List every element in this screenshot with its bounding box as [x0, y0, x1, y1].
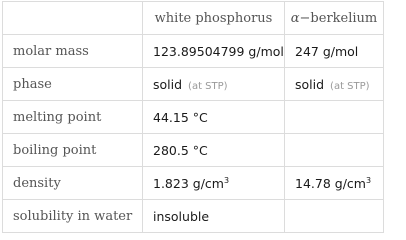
value-text: 280.5 °C: [153, 142, 208, 158]
value-white-phosphorus: [143, 200, 285, 233]
value-text: solid: [295, 76, 325, 92]
header-white-phosphorus: [143, 2, 285, 35]
value-text: 123.89504799 g/mol: [153, 43, 284, 59]
header-berkelium-text: −berkelium: [299, 10, 378, 26]
row-density: [3, 167, 384, 200]
value-alpha-berkelium: [285, 35, 384, 68]
value-alpha-berkelium: [285, 134, 384, 167]
properties-table: [2, 1, 384, 233]
row-label: boiling point: [3, 134, 143, 167]
header-white-phosphorus-text: white phosphorus: [154, 10, 273, 26]
value-text: insoluble: [153, 208, 210, 224]
row-label: melting point: [3, 101, 143, 134]
row-melting-point: [3, 101, 384, 134]
value-alpha-berkelium: [285, 200, 384, 233]
row-phase: [3, 68, 384, 101]
value-text: 247 g/mol: [295, 43, 359, 59]
value-alpha-berkelium: [285, 101, 384, 134]
value-white-phosphorus: [143, 101, 285, 134]
value-text: solid: [153, 76, 183, 92]
row-label: solubility in water: [3, 200, 143, 233]
value-alpha-berkelium: [285, 68, 384, 101]
value-white-phosphorus: [143, 35, 285, 68]
value-white-phosphorus: [143, 167, 285, 200]
value-note: (at STP): [188, 80, 228, 92]
value-text: 1.823 g/cm: [153, 175, 224, 191]
value-superscript: 3: [365, 175, 372, 185]
row-label: density: [3, 167, 143, 200]
value-white-phosphorus: [143, 134, 285, 167]
row-label: molar mass: [3, 35, 143, 68]
value-alpha-berkelium: [285, 167, 384, 200]
header-row: [3, 2, 384, 35]
value-text: 44.15 °C: [153, 109, 208, 125]
header-alpha-symbol: α: [290, 10, 300, 26]
value-text: 14.78 g/cm: [295, 175, 366, 191]
header-empty-cell: [3, 2, 143, 35]
value-white-phosphorus: [143, 68, 285, 101]
row-molar-mass: [3, 35, 384, 68]
header-alpha-berkelium: [285, 2, 384, 35]
row-label: phase: [3, 68, 143, 101]
row-boiling-point: [3, 134, 384, 167]
value-superscript: 3: [223, 175, 230, 185]
row-solubility-in-water: [3, 200, 384, 233]
value-note: (at STP): [330, 80, 370, 92]
